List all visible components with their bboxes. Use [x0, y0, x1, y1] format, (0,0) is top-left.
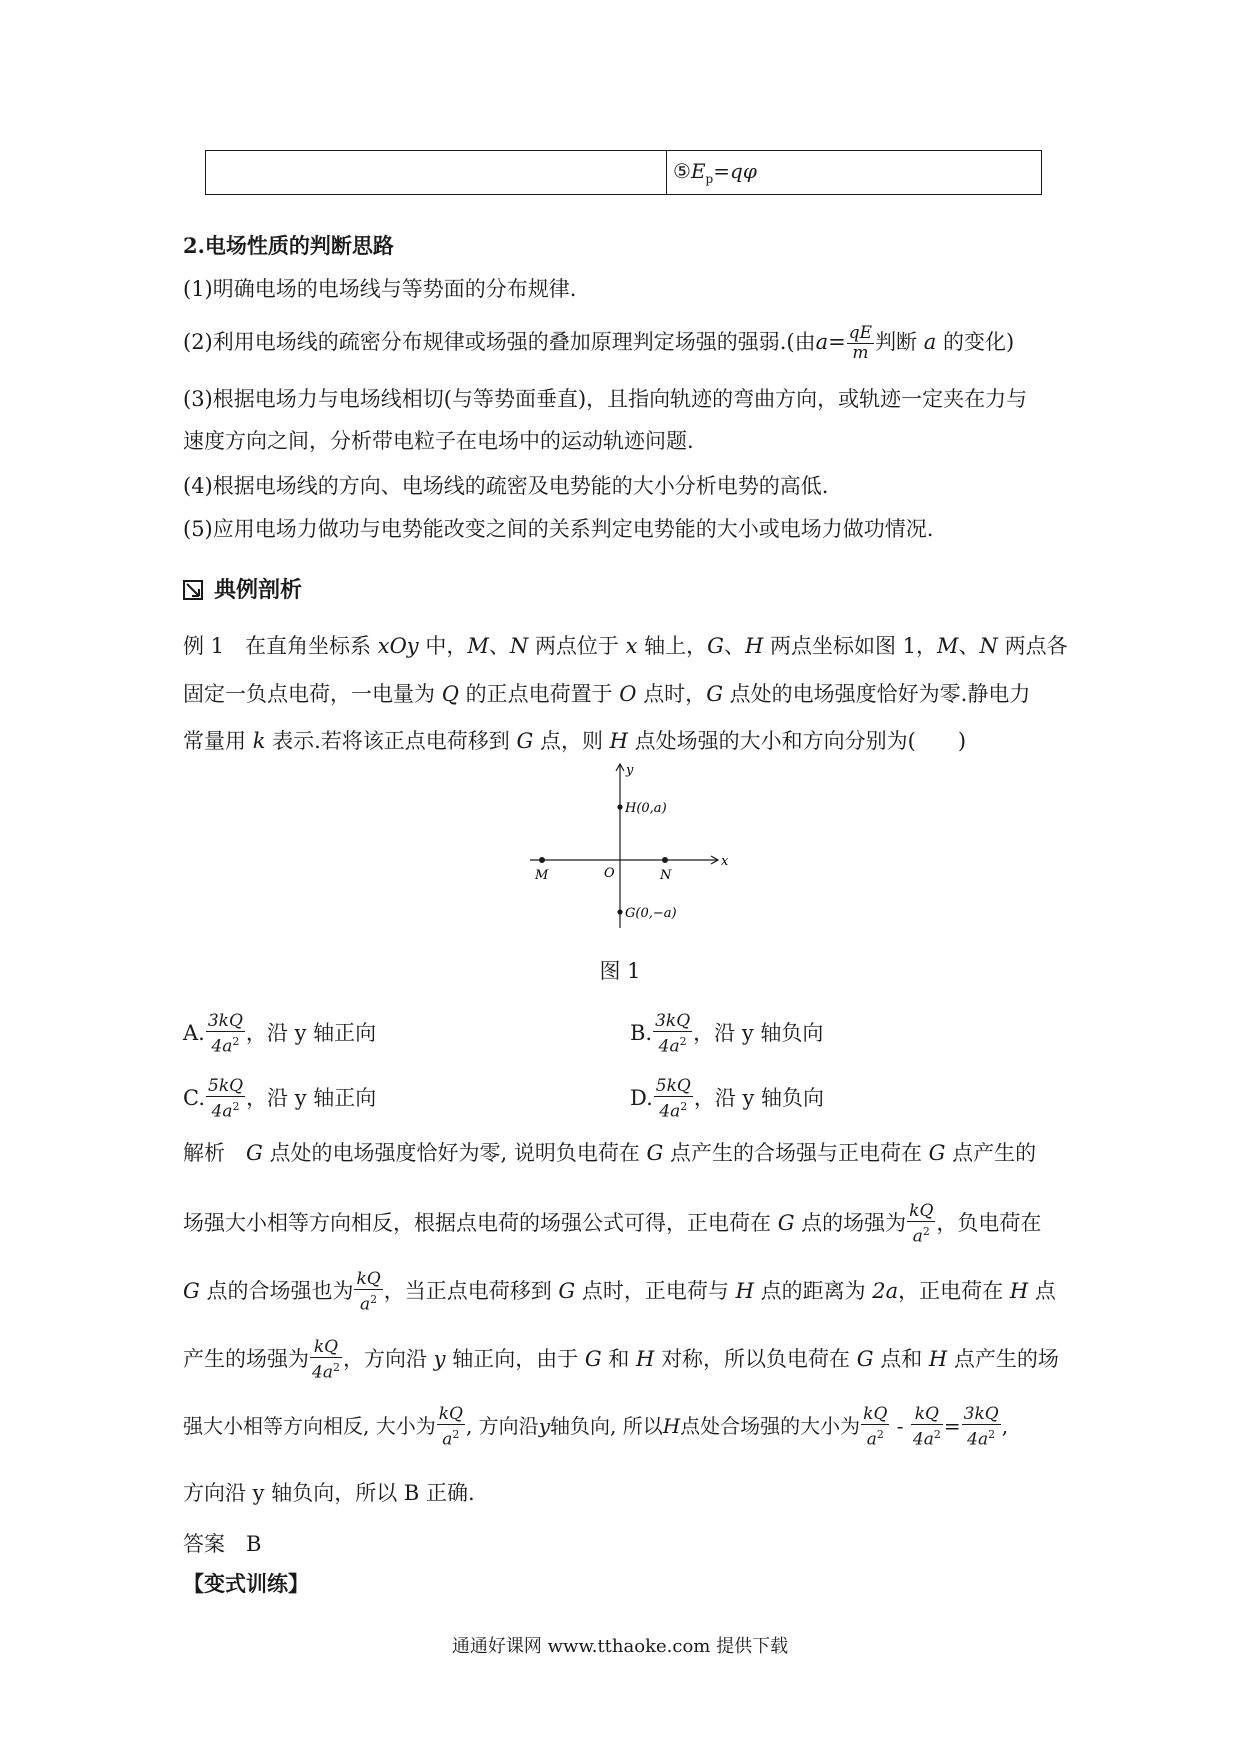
section-2-title: 2.电场性质的判断思路	[183, 233, 394, 258]
example-header-icon	[183, 580, 203, 604]
analysis-line-5: 强大小相等方向相反, 大小为 $\frac{kQ}{a^2}$ , 方向沿y轴负向, 所以H点处合场强的大小为 $\frac{kQ}{a^2}$ - $\frac{kQ}{4a^2}$ = $\frac{3kQ}{4a^2}$ ,	[183, 1404, 1009, 1450]
y-axis-label: y	[626, 763, 634, 778]
example-1-line-3: 常量用 k 表示.若将该正点电荷移到 G 点，则 H 点处场强的大小和方向分别为( )	[183, 729, 967, 753]
analysis-line-6: 方向沿 y 轴负向，所以 B 正确.	[183, 1481, 475, 1505]
analysis-line-3: G 点的合场强也为 $\frac{kQ}{a^2}$ ，当正点电荷移到 G 点时，正电荷与 H 点的距离为 2a，正电荷在 H 点	[183, 1269, 1056, 1315]
option-b[interactable]: B. $\frac{3kQ}{4a^2}$ ，沿 y 轴负向	[630, 1011, 824, 1057]
section-2-item-5: (5)应用电场力做功与电势能改变之间的关系判定电势能的大小或电场力做功情况.	[183, 517, 934, 541]
section-2-item-3-line-1: (3)根据电场力与电场线相切(与等势面垂直)，且指向轨迹的弯曲方向，或轨迹一定夹在力与	[183, 387, 1028, 411]
point-M-label: M	[535, 868, 549, 883]
section-2-item-3-line-2: 速度方向之间，分析带电粒子在电场中的运动轨迹问题.	[183, 429, 694, 453]
point-G-label: G(0,−a)	[625, 906, 677, 921]
table-cell-right: $⑤E_p=q\varphi$	[667, 151, 1042, 195]
figure-caption: 图 1	[599, 959, 641, 983]
point-H-label: H(0,a)	[625, 801, 667, 816]
option-c[interactable]: C. $\frac{5kQ}{4a^2}$ ，沿 y 轴正向	[183, 1076, 377, 1122]
fraction-qE-over-m: $\frac{qE}{m}$	[848, 323, 873, 363]
section-2-item-1: (1)明确电场的电场线与等势面的分布规律.	[183, 277, 577, 301]
analysis-line-2: 场强大小相等方向相反，根据点电荷的场强公式可得，正电荷在 G 点的场强为 $\frac{kQ}{a^2}$ ，负电荷在	[183, 1201, 1042, 1247]
answer: 答案 B	[183, 1532, 262, 1556]
page-footer: 通通好课网 www.tthaoke.com 提供下载	[451, 1636, 789, 1657]
x-axis-label: x	[721, 854, 729, 869]
variant-training-label: 【变式训练】	[183, 1571, 309, 1596]
option-d[interactable]: D. $\frac{5kQ}{4a^2}$ ，沿 y 轴负向	[630, 1076, 825, 1122]
analysis-line-4: 产生的场强为 $\frac{kQ}{4a^2}$ ，方向沿 y 轴正向，由于 G 和 H 对称，所以负电荷在 G 点和 H 点产生的场	[183, 1337, 1059, 1383]
example-1-line-2: 固定一负点电荷，一电量为 Q 的正点电荷置于 O 点时，G 点处的电场强度恰好为零.静电力	[183, 682, 1031, 706]
analysis-line-1: 解析 G 点处的电场强度恰好为零, 说明负电荷在 G 点产生的合场强与正电荷在 G 点产生的	[183, 1141, 1037, 1165]
section-2-item-2: (2)利用电场线的疏密分布规律或场强的叠加原理判定场强的强弱.(由a= $\frac{qE}{m}$ 判断 a 的变化)	[183, 323, 1015, 363]
section-2-item-4: (4)根据电场线的方向、电场线的疏密及电势能的大小分析电势的高低.	[183, 474, 829, 498]
top-table-fragment	[205, 150, 1042, 195]
option-a[interactable]: A. $\frac{3kQ}{4a^2}$ ，沿 y 轴正向	[183, 1011, 377, 1057]
origin-label: O	[604, 866, 615, 881]
example-header: 典例剖析	[214, 577, 303, 603]
point-N-label: N	[660, 868, 672, 883]
example-1-line-1: 例 1 在直角坐标系 xOy 中，M、N 两点位于 x 轴上，G、H 两点坐标如图 1，M、N 两点各	[183, 634, 1068, 658]
table-cell-left	[206, 151, 667, 195]
coordinate-figure	[520, 758, 740, 933]
